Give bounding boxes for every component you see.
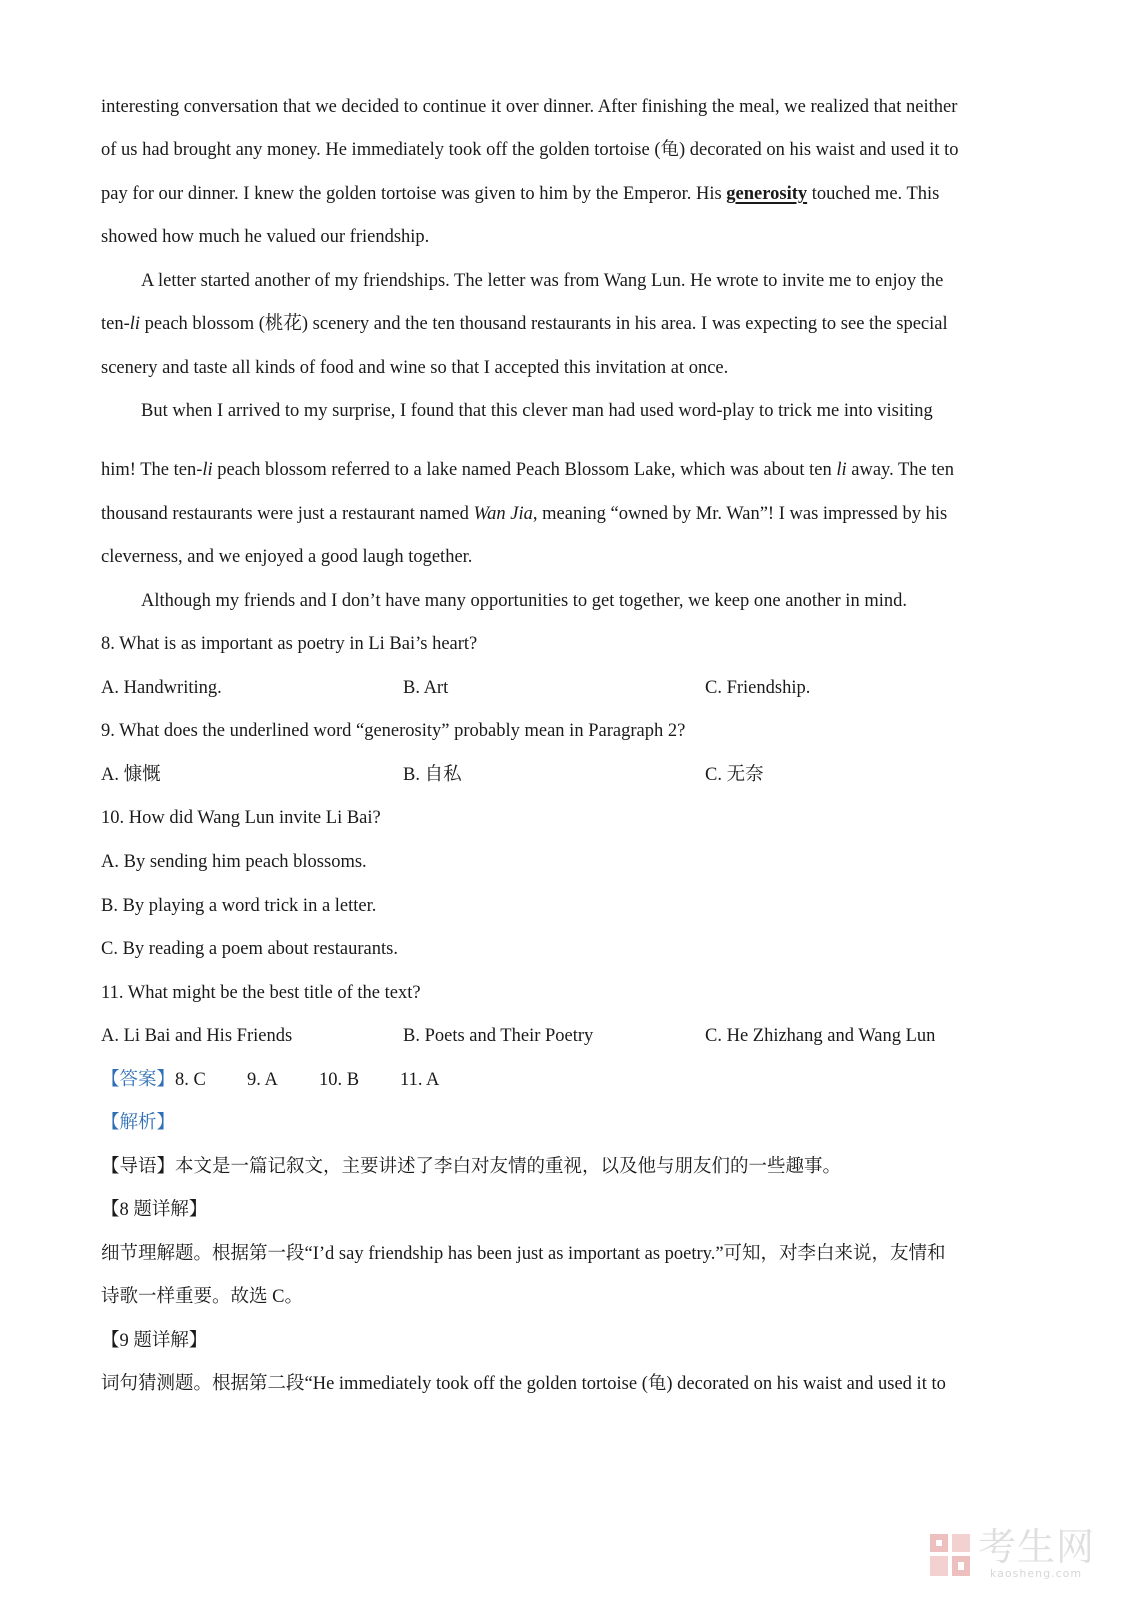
passage-text: ten- (101, 314, 130, 334)
passage-line: showed how much he valued our friendship. (101, 227, 430, 247)
passage-line (101, 315, 948, 334)
passage-text: peach blossom (桃花) scenery and the ten thousand restaurants in his area. I was expecting to see the special (140, 314, 948, 334)
italic-wan-jia: Wan Jia (473, 504, 533, 524)
italic-li: li (129, 314, 141, 334)
q8-option-b: B. Art (403, 678, 449, 698)
passage-line: cleverness, and we enjoyed a good laugh together. (101, 547, 473, 567)
passage-text: peach blossom referred to a lake named Peach Blossom Lake, which was about ten (212, 460, 837, 480)
passage-line: interesting conversation that we decided to continue it over dinner. After finishing the meal, we realized that neither (101, 97, 958, 117)
answer-row (101, 1071, 439, 1090)
passage-text: away. The ten (846, 460, 954, 480)
passage-line (101, 461, 954, 480)
q10-option-a: A. By sending him peach blossoms. (101, 852, 367, 872)
q8-option-a: A. Handwriting. (101, 678, 222, 698)
question-10: 10. How did Wang Lun invite Li Bai? (101, 808, 381, 828)
answer-8: 8. C (175, 1070, 206, 1090)
passage-text: him! The ten- (101, 460, 203, 480)
q10-option-c: C. By reading a poem about restaurants. (101, 939, 398, 959)
passage-line: Although my friends and I don’t have many opportunities to get together, we keep one another in mind. (141, 591, 907, 611)
q10-option-b: B. By playing a word trick in a letter. (101, 896, 377, 916)
analysis-guide: 【导语】本文是一篇记叙文，主要讲述了李白对友情的重视，以及他与朋友们的一些趣事。 (101, 1157, 842, 1177)
passage-line: of us had brought any money. He immediately took off the golden tortoise (龟) decorated on his waist and used it to (101, 140, 959, 160)
question-9: 9. What does the underlined word “generosity” probably mean in Paragraph 2? (101, 721, 686, 741)
q11-option-b: B. Poets and Their Poetry (403, 1026, 594, 1046)
detail-8-title: 【8 题详解】 (101, 1200, 208, 1220)
answer-11: 11. A (400, 1070, 440, 1090)
passage-text: thousand restaurants were just a restaurant named (101, 504, 474, 524)
passage-text: touched me. This (807, 184, 940, 204)
passage-line: scenery and taste all kinds of food and wine so that I accepted this invitation at once. (101, 358, 729, 378)
passage-text: , meaning “owned by Mr. Wan”! I was impressed by his (532, 504, 948, 524)
detail-9-text: 词句猜测题。根据第二段“He immediately took off the golden tortoise (龟) decorated on his waist and used it to (101, 1374, 946, 1394)
watermark-url: kaosheng.com (990, 1567, 1083, 1580)
answer-label: 【答案】 (101, 1070, 176, 1090)
watermark (928, 1525, 1098, 1584)
q11-option-c: C. He Zhizhang and Wang Lun (705, 1026, 936, 1046)
watermark-logo-icon (928, 1532, 972, 1578)
analysis-label: 【解析】 (101, 1113, 176, 1133)
q8-option-c: C. Friendship. (705, 678, 811, 698)
watermark-text: 考生网 (978, 1525, 1096, 1569)
passage-line (101, 185, 939, 204)
italic-li: li (202, 460, 213, 480)
answer-10: 10. B (319, 1070, 360, 1090)
q9-option-c: C. 无奈 (705, 765, 764, 785)
q9-option-b: B. 自私 (403, 765, 462, 785)
passage-line: But when I arrived to my surprise, I found that this clever man had used word-play to trick me into visiting (141, 401, 933, 421)
q9-option-a: A. 慷慨 (101, 765, 161, 785)
detail-9-title: 【9 题详解】 (101, 1331, 208, 1351)
detail-8-text: 细节理解题。根据第一段“I’d say friendship has been just as important as poetry.”可知，对李白来说，友情和 (101, 1244, 946, 1264)
question-8: 8. What is as important as poetry in Li Bai’s heart? (101, 634, 478, 654)
passage-line (101, 505, 947, 524)
answer-9: 9. A (247, 1070, 278, 1090)
underlined-word-generosity: generosity (726, 184, 808, 204)
q11-option-a: A. Li Bai and His Friends (101, 1026, 293, 1046)
passage-line: A letter started another of my friendships. The letter was from Wang Lun. He wrote to invite me to enjoy the (141, 271, 944, 291)
question-11: 11. What might be the best title of the text? (101, 983, 421, 1003)
detail-8-text: 诗歌一样重要。故选 C。 (101, 1287, 303, 1307)
passage-text: pay for our dinner. I knew the golden tortoise was given to him by the Emperor. His (101, 184, 727, 204)
italic-li: li (836, 460, 847, 480)
